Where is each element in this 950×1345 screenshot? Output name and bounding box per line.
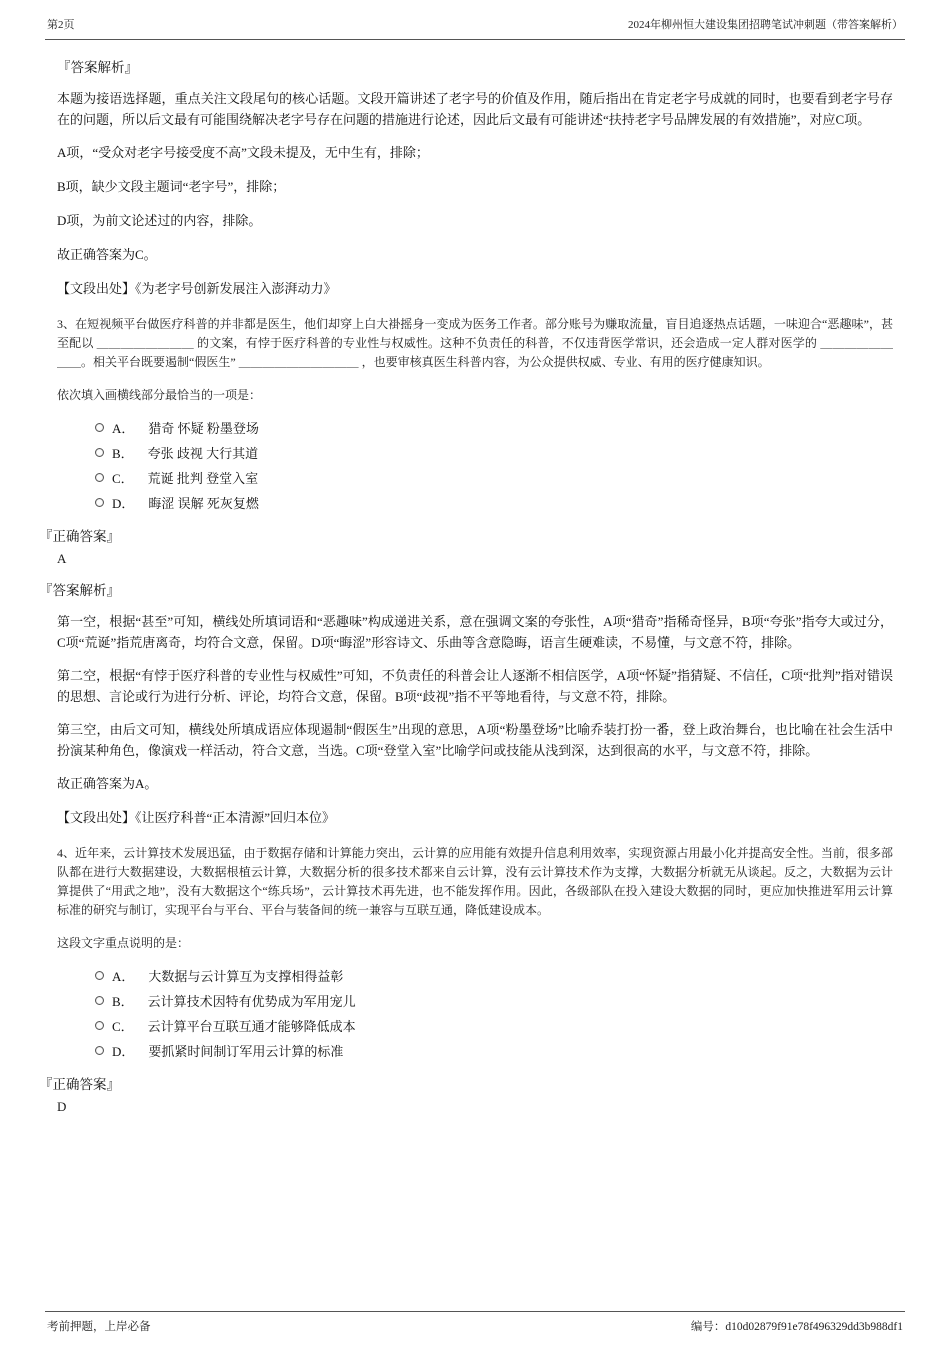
option-letter: B． [112,446,134,461]
radio-icon[interactable] [95,498,104,507]
analysis-paragraph: 第三空，由后文可知，横线处所填成语应体现遏制“假医生”出现的意思，A项“粉墨登场”比喻乔装打扮一番，登上政治舞台，也比喻在社会生活中扮演某种角色，像演戏一样活动，符合文意，当选。C项“登堂入室”比喻学问或技能从浅到深，达到很高的水平，与文意不符，排除。 [57,722,893,758]
question-prompt: 依次填入画横线部分最恰当的一项是： [57,388,262,402]
analysis-paragraph: D项，为前文论述过的内容，排除。 [57,213,262,228]
footer-serial-value: d10d02879f91e78f496329dd3b988df1 [725,1321,903,1333]
correct-answer-value: A [57,551,67,566]
option-list [95,415,893,515]
answer-conclusion: 故正确答案为C。 [57,247,157,262]
option-row[interactable] [95,1013,893,1038]
correct-answer-heading: 『正确答案』 [39,1077,120,1092]
radio-icon[interactable] [95,1046,104,1055]
option-letter: C． [112,1019,134,1034]
analysis-paragraph: A项，“受众对老字号接受度不高”文段未提及，无中生有，排除； [57,145,429,160]
radio-icon[interactable] [95,448,104,457]
option-text: 要抓紧时间制订军用云计算的标准 [148,1044,344,1059]
option-row[interactable] [95,1038,893,1063]
option-letter: C． [112,471,134,486]
analysis-paragraph: 本题为接语选择题，重点关注文段尾句的核心话题。文段开篇讲述了老字号的价值及作用，随后指出在肯定老字号成就的同时，也要看到老字号存在的问题，所以后文最有可能围绕解决老字号存在问题的措施进行论述，因此后文最有可能讲述“扶持老字号品牌发展的有效措施”，对应C项。 [57,91,893,127]
radio-icon[interactable] [95,971,104,980]
analysis-heading: 『答案解析』 [57,60,138,75]
correct-answer-heading: 『正确答案』 [39,529,120,544]
option-letter: B． [112,994,134,1009]
question-prompt: 这段文字重点说明的是： [57,936,190,950]
option-list [95,963,893,1063]
radio-icon[interactable] [95,1021,104,1030]
document-title: 2024年柳州恒大建设集团招聘笔试冲刺题（带答案解析） [628,19,903,31]
radio-icon[interactable] [95,996,104,1005]
analysis-paragraph: 第一空，根据“甚至”可知，横线处所填词语和“恶趣味”构成递进关系，意在强调文案的夸张性，A项“猎奇”指稀奇怪异，B项“夸张”指夸大或过分，C项“荒诞”指荒唐离奇，均符合文意，保留。D项“晦涩”形容诗文、乐曲等含意隐晦，语言生硬难读，不易懂，与文意不符，排除。 [57,614,893,650]
footer-slogan: 考前押题，上岸必备 [47,1321,151,1333]
footer-serial-label: 编号： [690,1321,726,1333]
option-row[interactable] [95,988,893,1013]
analysis-paragraph: 第二空，根据“有悖于医疗科普的专业性与权威性”可知，不负责任的科普会让人逐渐不相信医学，A项“怀疑”指猜疑、不信任，C项“批判”指对错误的思想、言论或行为进行分析、评论，均符合文意，保留。B项“歧视”指不平等地看待，与文意不符，排除。 [57,668,893,704]
correct-answer-value: D [57,1099,67,1114]
option-letter: D． [112,1044,135,1059]
answer-conclusion: 故正确答案为A。 [57,776,158,791]
footer-serial [691,1318,903,1334]
radio-icon[interactable] [95,423,104,432]
option-row[interactable] [95,490,893,515]
radio-icon[interactable] [95,473,104,482]
option-row[interactable] [95,440,893,465]
analysis-paragraph: B项，缺少文段主题词“老字号”，排除； [57,179,286,194]
question-stem: 3、在短视频平台做医疗科普的并非都是医生，他们却穿上白大褂摇身一变成为医务工作者。部分账号为赚取流量，盲目追逐热点话题，一味迎合“恶趣味”，甚至配以 ＿＿＿＿＿＿＿＿ 的文案，有悖于医疗科普的专业性与权威性。这种不负责任的科普，不仅违背医学常识，还会造成一定人群对医学的 ＿＿＿＿＿＿＿＿。相关平台既要遏制“假医生” ＿＿＿＿＿＿＿＿＿＿ ，也要审核真医生科普内容，为公众提供权威、专业、有用的医疗健康知识。 [57,317,893,369]
analysis-heading: 『答案解析』 [39,583,120,598]
option-text: 云计算技术因特有优势成为军用宠儿 [147,994,356,1009]
option-text: 云计算平台互联互通才能够降低成本 [147,1019,356,1034]
option-letter: A． [112,969,135,984]
question-stem: 4、近年来，云计算技术发展迅猛，由于数据存储和计算能力突出，云计算的应用能有效提升信息利用效率，实现资源占用最小化并提高安全性。当前，很多部队都在进行大数据建设，大数据根植云计算，大数据分析的很多技术都来自云计算，没有云计算技术作为支撑，大数据分析就无从谈起。反之，大数据为云计算提供了“用武之地”，没有大数据这个“练兵场”，云计算技术再先进，也不能发挥作用。因此，各级部队在投入建设大数据的同时，更应加快推进军用云计算标准的研究与制订，实现平台与平台、平台与装备间的统一兼容与互联互通，降低建设成本。 [57,846,893,917]
option-row[interactable] [95,415,893,440]
page-footer [45,1311,905,1345]
option-row[interactable] [95,963,893,988]
option-text: 晦涩 误解 死灰复燃 [148,496,259,511]
source-line: 【文段出处】《为老字号创新发展注入澎湃动力》 [57,281,337,296]
document-body [39,40,905,1311]
option-text: 夸张 歧视 大行其道 [147,446,259,461]
page-number: 第2页 [47,19,75,31]
option-row[interactable] [95,465,893,490]
option-letter: D． [112,496,135,511]
page-header [45,12,905,40]
option-text: 大数据与云计算互为支撑相得益彰 [148,969,344,984]
option-text: 荒诞 批判 登堂入室 [147,471,259,486]
source-line: 【文段出处】《让医疗科普“正本清源”回归本位》 [57,810,336,825]
option-text: 猎奇 怀疑 粉墨登场 [148,421,259,436]
option-letter: A． [112,421,135,436]
